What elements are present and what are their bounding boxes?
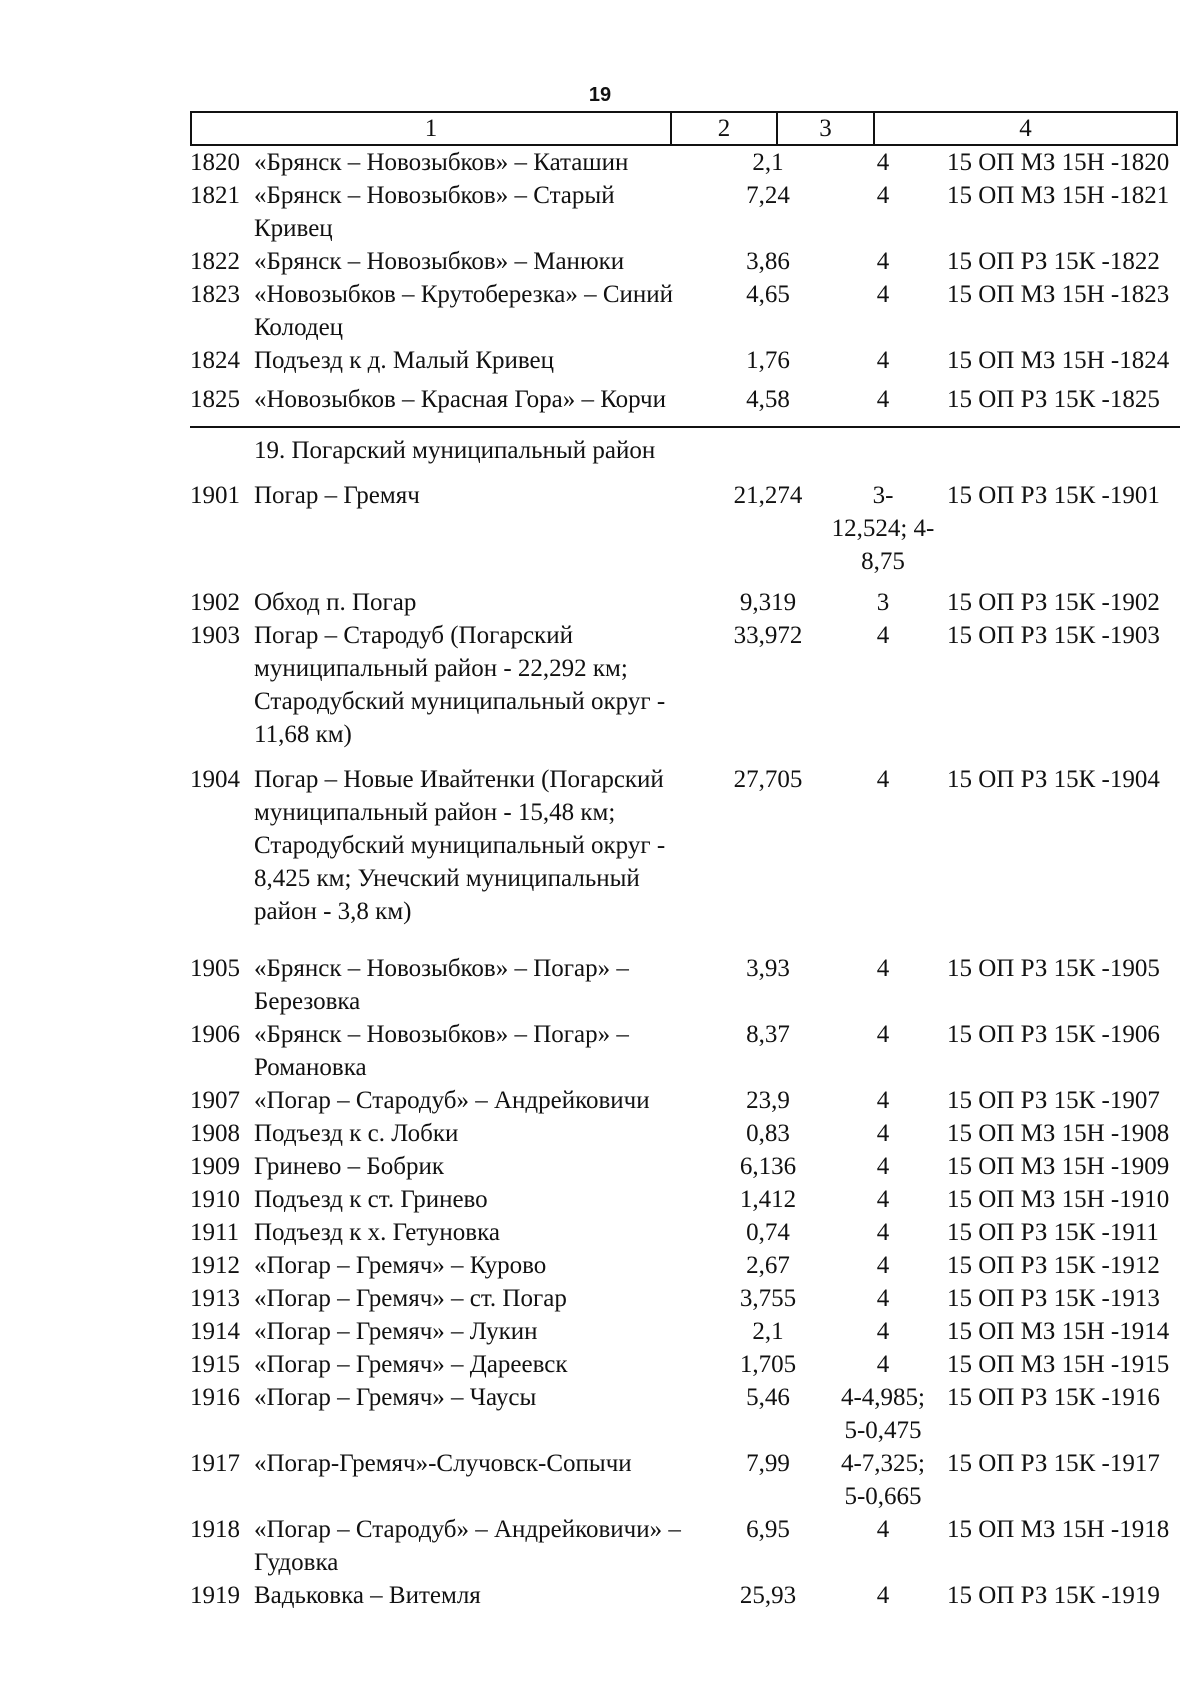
road-name bbox=[254, 146, 709, 179]
road-id-code: 15 ОП РЗ 15К -1913 bbox=[947, 1285, 1160, 1312]
road-name bbox=[254, 1579, 709, 1612]
road-category bbox=[827, 179, 939, 212]
column-header-row bbox=[191, 112, 1177, 145]
road-name bbox=[254, 1315, 709, 1348]
road-number: 1903 bbox=[190, 622, 240, 649]
road-id-code: 15 ОП МЗ 15Н -1918 bbox=[947, 1516, 1170, 1543]
road-number: 1821 bbox=[190, 182, 240, 209]
road-category bbox=[827, 383, 939, 416]
table-row bbox=[190, 1513, 1180, 1579]
road-id-code: 15 ОП РЗ 15К -1912 bbox=[947, 1252, 1160, 1279]
rows-section bbox=[190, 479, 1180, 1612]
table-row bbox=[190, 1381, 1180, 1447]
road-name-line: Кривец bbox=[254, 215, 333, 242]
road-category bbox=[827, 1183, 939, 1216]
road-category-line: 4-4,985; bbox=[840, 1384, 926, 1411]
road-name-line: «Брянск – Новозыбков» – Каташин bbox=[254, 149, 629, 176]
road-number: 1912 bbox=[190, 1252, 240, 1279]
road-name-line: «Погар – Гремяч» – Чаусы bbox=[254, 1384, 537, 1411]
road-name bbox=[254, 763, 709, 928]
road-length: 1,705 bbox=[739, 1351, 797, 1378]
road-category bbox=[827, 146, 939, 179]
road-category-line: 4 bbox=[876, 1285, 890, 1312]
road-name-line: Вадьковка – Витемля bbox=[254, 1582, 481, 1609]
section-divider bbox=[190, 426, 1180, 428]
road-category-line: 4 bbox=[876, 1021, 890, 1048]
road-id-code: 15 ОП МЗ 15Н -1824 bbox=[947, 347, 1170, 374]
road-length: 1,412 bbox=[739, 1186, 797, 1213]
table-row bbox=[190, 763, 1180, 928]
road-category-line: 4 bbox=[876, 1582, 890, 1609]
road-name-line: Стародубский муниципальный округ - bbox=[254, 832, 666, 859]
road-name bbox=[254, 1117, 709, 1150]
road-id-code: 15 ОП МЗ 15Н -1820 bbox=[947, 149, 1170, 176]
road-category-line: 3 bbox=[876, 589, 890, 616]
road-length: 23,9 bbox=[746, 1087, 790, 1114]
table-row bbox=[190, 1282, 1180, 1315]
road-category-line: 3- bbox=[872, 482, 894, 509]
road-name-line: Погар – Новые Ивайтенки (Погарский bbox=[254, 766, 664, 793]
road-category bbox=[827, 1117, 939, 1150]
road-name bbox=[254, 278, 709, 344]
road-category-line: 4 bbox=[876, 1516, 890, 1543]
road-length: 2,1 bbox=[752, 1318, 784, 1345]
road-number: 1913 bbox=[190, 1285, 240, 1312]
road-name bbox=[254, 344, 709, 377]
road-category bbox=[827, 1447, 939, 1513]
road-category bbox=[827, 1282, 939, 1315]
road-name-line: 11,68 км) bbox=[254, 721, 352, 748]
table-row bbox=[190, 1579, 1180, 1612]
road-category bbox=[827, 763, 939, 796]
road-number: 1915 bbox=[190, 1351, 240, 1378]
road-list bbox=[190, 146, 1180, 1612]
road-category-line: 4 bbox=[876, 1087, 890, 1114]
road-name-line: Колодец bbox=[254, 314, 344, 341]
road-number: 1823 bbox=[190, 281, 240, 308]
road-name bbox=[254, 245, 709, 278]
road-number: 1825 bbox=[190, 386, 240, 413]
road-category-line: 4 bbox=[876, 182, 890, 209]
road-category bbox=[827, 479, 939, 578]
road-length: 2,1 bbox=[752, 149, 784, 176]
road-name-line: «Погар – Гремяч» – Курово bbox=[254, 1252, 547, 1279]
road-number: 1906 bbox=[190, 1021, 240, 1048]
table-row bbox=[190, 1249, 1180, 1282]
road-name-line: «Погар-Гремяч»-Случовск-Сопычи bbox=[254, 1450, 632, 1477]
road-name bbox=[254, 1381, 709, 1414]
road-name-line: Стародубский муниципальный округ - bbox=[254, 688, 666, 715]
road-number: 1914 bbox=[190, 1318, 240, 1345]
road-id-code: 15 ОП РЗ 15К -1916 bbox=[947, 1384, 1160, 1411]
road-category bbox=[827, 245, 939, 278]
road-number: 1820 bbox=[190, 149, 240, 176]
road-name-line: Подъезд к с. Лобки bbox=[254, 1120, 459, 1147]
road-category-line: 4 bbox=[876, 1186, 890, 1213]
road-category bbox=[827, 1513, 939, 1546]
road-name bbox=[254, 479, 709, 512]
road-length: 25,93 bbox=[739, 1582, 797, 1609]
road-name bbox=[254, 1348, 709, 1381]
road-category-line: 4-7,325; bbox=[840, 1450, 926, 1477]
road-name-line: Березовка bbox=[254, 988, 361, 1015]
table-row bbox=[190, 245, 1180, 278]
road-number: 1902 bbox=[190, 589, 240, 616]
road-name-line: Подъезд к ст. Гринево bbox=[254, 1186, 488, 1213]
road-name-line: «Брянск – Новозыбков» – Погар» – bbox=[254, 955, 629, 982]
road-id-code: 15 ОП РЗ 15К -1919 bbox=[947, 1582, 1160, 1609]
table-row bbox=[190, 344, 1180, 377]
table-row bbox=[190, 1348, 1180, 1381]
road-length: 1,76 bbox=[746, 347, 790, 374]
road-length: 0,74 bbox=[746, 1219, 790, 1246]
road-category bbox=[827, 1348, 939, 1381]
road-name-line: «Брянск – Новозыбков» – Манюки bbox=[254, 248, 625, 275]
road-length: 3,93 bbox=[746, 955, 790, 982]
table-row bbox=[190, 1315, 1180, 1348]
road-category bbox=[827, 278, 939, 311]
road-category-line: 12,524; 4- bbox=[831, 515, 935, 542]
road-number: 1901 bbox=[190, 482, 240, 509]
column-header-3: 3 bbox=[777, 112, 874, 145]
road-length: 21,274 bbox=[733, 482, 803, 509]
column-header-4: 4 bbox=[874, 112, 1177, 145]
road-name bbox=[254, 1084, 709, 1117]
road-name-line: «Новозыбков – Красная Гора» – Корчи bbox=[254, 386, 666, 413]
road-length: 7,24 bbox=[746, 182, 790, 209]
road-id-code: 15 ОП РЗ 15К -1822 bbox=[947, 248, 1160, 275]
road-name-line: Погар – Стародуб (Погарский bbox=[254, 622, 573, 649]
road-name bbox=[254, 1216, 709, 1249]
road-id-code: 15 ОП МЗ 15Н -1909 bbox=[947, 1153, 1170, 1180]
road-id-code: 15 ОП МЗ 15Н -1915 bbox=[947, 1351, 1170, 1378]
road-category-line: 4 bbox=[876, 1219, 890, 1246]
road-category-line: 4 bbox=[876, 347, 890, 374]
road-number: 1919 bbox=[190, 1582, 240, 1609]
road-id-code: 15 ОП МЗ 15Н -1910 bbox=[947, 1186, 1170, 1213]
road-id-code: 15 ОП РЗ 15К -1903 bbox=[947, 622, 1160, 649]
road-name bbox=[254, 1282, 709, 1315]
road-id-code: 15 ОП РЗ 15К -1911 bbox=[947, 1219, 1159, 1246]
road-category bbox=[827, 1315, 939, 1348]
road-category-line: 5-0,665 bbox=[844, 1483, 922, 1510]
road-category bbox=[827, 1579, 939, 1612]
rows-top bbox=[190, 146, 1180, 416]
road-length: 6,95 bbox=[746, 1516, 790, 1543]
road-number: 1917 bbox=[190, 1450, 240, 1477]
road-category-line: 4 bbox=[876, 955, 890, 982]
road-name-line: «Погар – Гремяч» – Лукин bbox=[254, 1318, 538, 1345]
road-name-line: «Погар – Стародуб» – Андрейковичи» – bbox=[254, 1516, 681, 1543]
road-category-line: 4 bbox=[876, 1153, 890, 1180]
page-number: 19 bbox=[588, 84, 612, 106]
road-id-code: 15 ОП МЗ 15Н -1823 bbox=[947, 281, 1170, 308]
road-length: 3,755 bbox=[739, 1285, 797, 1312]
table-row bbox=[190, 1084, 1180, 1117]
road-name-line: муниципальный район - 22,292 км; bbox=[254, 655, 628, 682]
road-category bbox=[827, 344, 939, 377]
road-name-line: 8,425 км; Унечский муниципальный bbox=[254, 865, 640, 892]
table-row bbox=[190, 479, 1180, 578]
table-row bbox=[190, 1150, 1180, 1183]
road-length: 4,58 bbox=[746, 386, 790, 413]
road-number: 1822 bbox=[190, 248, 240, 275]
road-name bbox=[254, 1183, 709, 1216]
road-category bbox=[827, 1084, 939, 1117]
table-row bbox=[190, 179, 1180, 245]
road-length: 2,67 bbox=[746, 1252, 790, 1279]
road-name-line: Гринево – Бобрик bbox=[254, 1153, 444, 1180]
road-name bbox=[254, 1513, 709, 1579]
road-length: 3,86 bbox=[746, 248, 790, 275]
road-length: 4,65 bbox=[746, 281, 790, 308]
road-number: 1909 bbox=[190, 1153, 240, 1180]
road-name-line: Гудовка bbox=[254, 1549, 339, 1576]
road-number: 1911 bbox=[190, 1219, 240, 1246]
road-number: 1907 bbox=[190, 1087, 240, 1114]
road-id-code: 15 ОП РЗ 15К -1906 bbox=[947, 1021, 1160, 1048]
road-length: 8,37 bbox=[746, 1021, 790, 1048]
road-name-line: Подъезд к х. Гетуновка bbox=[254, 1219, 500, 1246]
table-row bbox=[190, 383, 1180, 416]
road-length: 27,705 bbox=[733, 766, 803, 793]
road-length: 0,83 bbox=[746, 1120, 790, 1147]
road-category bbox=[827, 1018, 939, 1051]
road-category-line: 5-0,475 bbox=[844, 1417, 922, 1444]
road-category bbox=[827, 952, 939, 985]
column-header-table bbox=[190, 111, 1178, 146]
road-name-line: «Брянск – Новозыбков» – Старый bbox=[254, 182, 615, 209]
road-name bbox=[254, 1150, 709, 1183]
table-row bbox=[190, 1117, 1180, 1150]
road-name-line: Подъезд к д. Малый Кривец bbox=[254, 347, 555, 374]
road-id-code: 15 ОП РЗ 15К -1904 bbox=[947, 766, 1160, 793]
road-category bbox=[827, 586, 939, 619]
road-id-code: 15 ОП РЗ 15К -1905 bbox=[947, 955, 1160, 982]
road-name-line: Обход п. Погар bbox=[254, 589, 417, 616]
road-name bbox=[254, 179, 709, 245]
road-category-line: 4 bbox=[876, 248, 890, 275]
road-number: 1905 bbox=[190, 955, 240, 982]
road-id-code: 15 ОП РЗ 15К -1902 bbox=[947, 589, 1160, 616]
road-name bbox=[254, 619, 709, 751]
road-category-line: 4 bbox=[876, 1351, 890, 1378]
road-category-line: 4 bbox=[876, 1120, 890, 1147]
column-header-2: 2 bbox=[671, 112, 777, 145]
road-number: 1908 bbox=[190, 1120, 240, 1147]
table-row bbox=[190, 1447, 1180, 1513]
road-name bbox=[254, 1447, 709, 1480]
road-id-code: 15 ОП МЗ 15Н -1821 bbox=[947, 182, 1170, 209]
road-category-line: 4 bbox=[876, 281, 890, 308]
table-row bbox=[190, 586, 1180, 619]
road-length: 9,319 bbox=[739, 589, 797, 616]
road-id-code: 15 ОП РЗ 15К -1917 bbox=[947, 1450, 1160, 1477]
road-id-code: 15 ОП МЗ 15Н -1908 bbox=[947, 1120, 1170, 1147]
road-name bbox=[254, 586, 709, 619]
road-length: 7,99 bbox=[746, 1450, 790, 1477]
road-length: 6,136 bbox=[739, 1153, 797, 1180]
road-number: 1824 bbox=[190, 347, 240, 374]
road-category-line: 4 bbox=[876, 386, 890, 413]
road-category-line: 4 bbox=[876, 149, 890, 176]
road-name bbox=[254, 952, 709, 1018]
road-category bbox=[827, 1150, 939, 1183]
road-category-line: 4 bbox=[876, 1318, 890, 1345]
road-category-line: 4 bbox=[876, 1252, 890, 1279]
road-number: 1916 bbox=[190, 1384, 240, 1411]
road-name-line: «Погар – Стародуб» – Андрейковичи bbox=[254, 1087, 650, 1114]
road-id-code: 15 ОП РЗ 15К -1907 bbox=[947, 1087, 1160, 1114]
road-category-line: 4 bbox=[876, 766, 890, 793]
road-number: 1904 bbox=[190, 766, 240, 793]
table-row bbox=[190, 952, 1180, 1018]
road-category-line: 8,75 bbox=[861, 548, 905, 575]
road-name-line: Романовка bbox=[254, 1054, 367, 1081]
table-row bbox=[190, 146, 1180, 179]
road-number: 1918 bbox=[190, 1516, 240, 1543]
table-row bbox=[190, 278, 1180, 344]
table-row bbox=[190, 1183, 1180, 1216]
road-length: 5,46 bbox=[746, 1384, 790, 1411]
road-number: 1910 bbox=[190, 1186, 240, 1213]
table-row bbox=[190, 1216, 1180, 1249]
road-id-code: 15 ОП РЗ 15К -1901 bbox=[947, 482, 1160, 509]
road-name-line: «Погар – Гремяч» – ст. Погар bbox=[254, 1285, 567, 1312]
column-header-1: 1 bbox=[191, 112, 671, 145]
road-length: 33,972 bbox=[733, 622, 803, 649]
road-id-code: 15 ОП МЗ 15Н -1914 bbox=[947, 1318, 1170, 1345]
road-category bbox=[827, 1216, 939, 1249]
road-category bbox=[827, 1381, 939, 1447]
road-name-line: Погар – Гремяч bbox=[254, 482, 420, 509]
road-category-line: 4 bbox=[876, 622, 890, 649]
road-category bbox=[827, 1249, 939, 1282]
road-id-code: 15 ОП РЗ 15К -1825 bbox=[947, 386, 1160, 413]
table-row bbox=[190, 1018, 1180, 1084]
road-name-line: район - 3,8 км) bbox=[254, 898, 412, 925]
road-name bbox=[254, 1018, 709, 1084]
road-name-line: «Погар – Гремяч» – Дареевск bbox=[254, 1351, 568, 1378]
road-name bbox=[254, 383, 709, 416]
road-category bbox=[827, 619, 939, 652]
table-row bbox=[190, 619, 1180, 751]
road-name-line: «Брянск – Новозыбков» – Погар» – bbox=[254, 1021, 629, 1048]
road-name bbox=[254, 1249, 709, 1282]
road-name-line: муниципальный район - 15,48 км; bbox=[254, 799, 616, 826]
road-name-line: «Новозыбков – Крутоберезка» – Синий bbox=[254, 281, 674, 308]
section-title: 19. Погарский муниципальный район bbox=[254, 437, 656, 464]
